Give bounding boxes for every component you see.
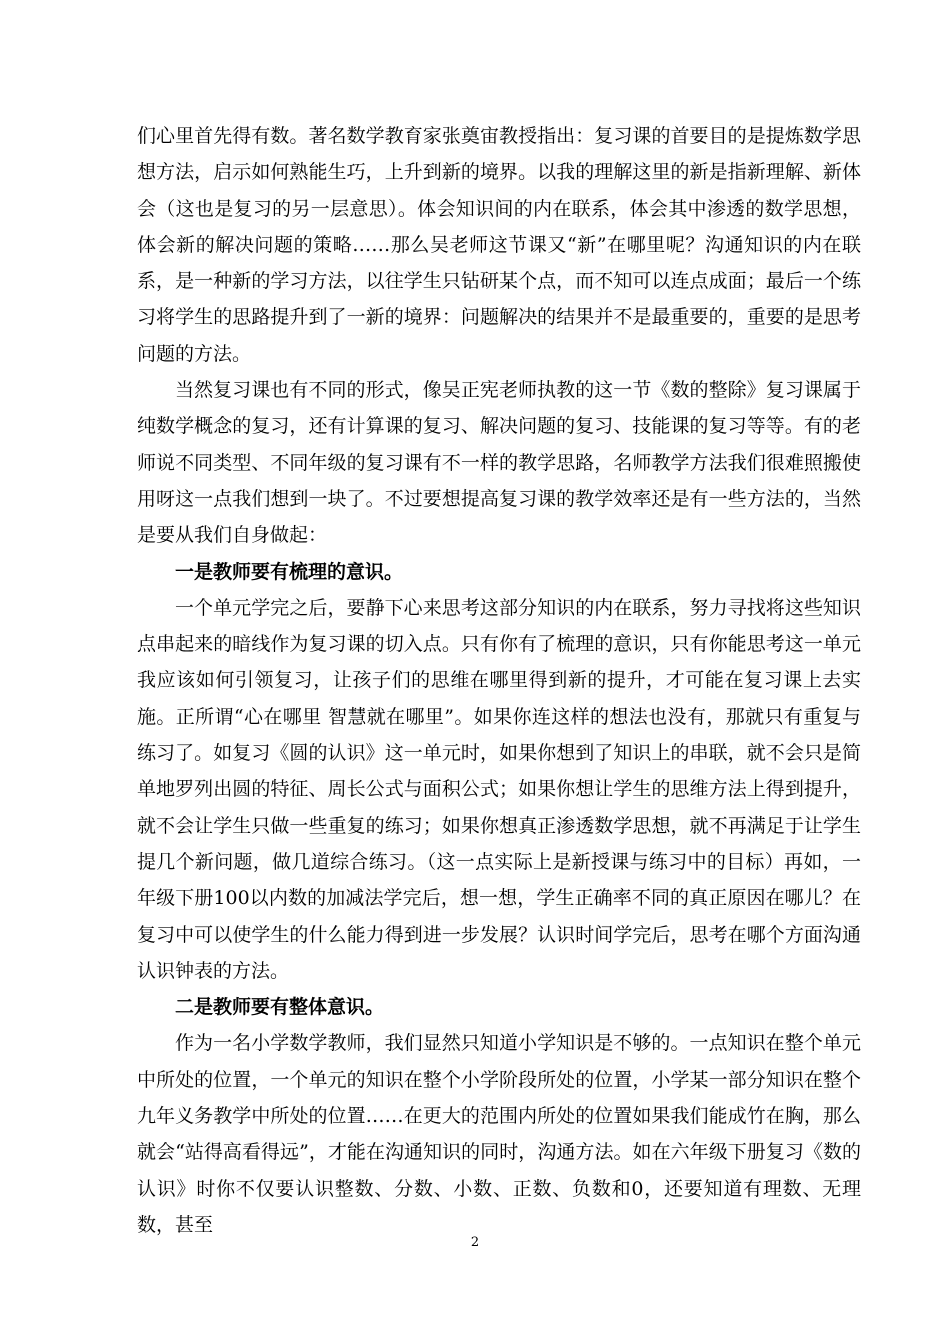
section-heading-1: 一是教师要有梳理的意识。 (175, 560, 404, 583)
section-heading-2: 二是教师要有整体意识。 (175, 996, 385, 1019)
page-number: 2 (470, 1235, 480, 1250)
paragraph-3: 一个单元学完之后，要静下心来思考这部分知识的内在联系，努力寻找将这些知识点串起来的暗线作为复习课的切入点。只有你有了梳理的意识，只有你能思考这一单元我应该如何引领复习，让孩子们的思维在哪里得到新的提升，才可能在复习课上去实施。正所谓“心在哪里 智慧就在哪里”。如果你连这样的想法也没有，那就只有重复与练习了。如复习《圆的认识》这一单元时，如果你想到了知识上的串联，就不会只是简单地罗列出圆的特征、周长公式与面积公式；如果你想让学生的思维方法上得到提升，就不会让学生只做一些重复的练习；如果你想真正渗透数学思想，就不再满足于让学生提几个新问题，做几道综合练习。（这一点实际上是新授课与练习中的目标）再如，一年级下册100以内数的加减法学完后，想一想，学生正确率不同的真正原因在哪儿？在复习中可以使学生的什么能力得到进一步发展？认识时间学完后，思考在哪个方面沟通认识钟表的方法。 (137, 596, 861, 982)
paragraph-1: 们心里首先得有数。著名数学教育家张奠宙教授指出：复习课的首要目的是提炼数学思想方法，启示如何熟能生巧，上升到新的境界。以我的理解这里的新是指新理解、新体会（这也是复习的另一层意思）。体会知识间的内在联系，体会其中渗透的数学思想，体会新的解决问题的策略……那么吴老师这节课又“新”在哪里呢？沟通知识的内在联系，是一种新的学习方法，以往学生只钻研某个点，而不知可以连点成面；最后一个练习将学生的思路提升到了一新的境界：问题解决的结果并不是最重要的，重要的是思考问题的方法。 (137, 125, 861, 365)
paragraph-4: 作为一名小学数学教师，我们显然只知道小学知识是不够的。一点知识在整个单元中所处的位置，一个单元的知识在整个小学阶段所处的位置，小学某一部分知识在整个九年义务教学中所处的位置……在更大的范围内所处的位置如果我们能成竹在胸，那么就会“站得高看得远”，才能在沟通知识的同时，沟通方法。如在六年级下册复习《数的认识》时你不仅要认识整数、分数、小数、正数、负数和0，还要知道有理数、无理数，甚至 (137, 1032, 861, 1236)
paragraph-2: 当然复习课也有不同的形式，像吴正宪老师执教的这一节《数的整除》复习课属于纯数学概念的复习，还有计算课的复习、解决问题的复习、技能课的复习等等。有的老师说不同类型、不同年级的复习课有不一样的教学思路，名师教学方法我们很难照搬使用呀这一点我们想到一块了。不过要想提高复习课的教学效率还是有一些方法的，当然是要从我们自身做起： (137, 379, 861, 547)
document-body (137, 118, 861, 1243)
